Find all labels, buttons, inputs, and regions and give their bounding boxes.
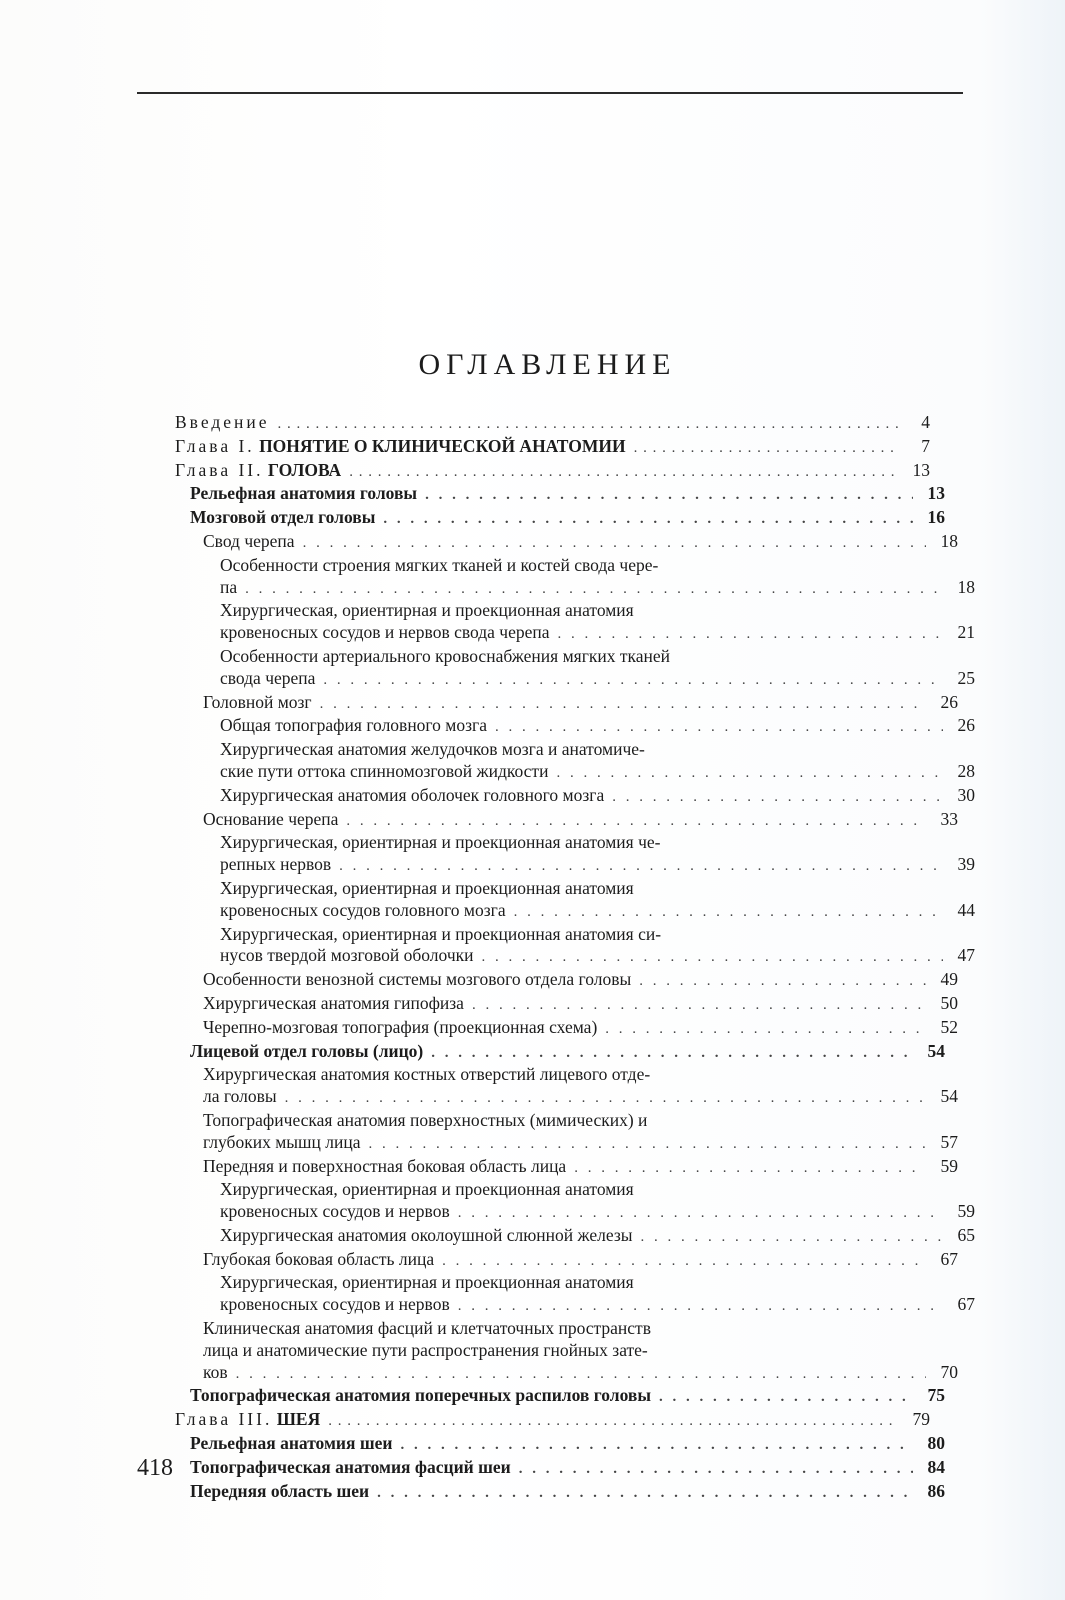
dot-leader bbox=[278, 414, 898, 436]
toc-entry-line bbox=[175, 412, 930, 436]
toc-entry-text-line: Хирургическая, ориентирная и проекционная анатомия bbox=[220, 1179, 634, 1200]
dot-leader bbox=[605, 1019, 926, 1041]
toc-page-number: 26 bbox=[957, 715, 975, 736]
toc-entry-title-text: Топографическая анатомия поперечных распилов головы bbox=[190, 1385, 652, 1406]
toc-entry[interactable] bbox=[175, 1249, 958, 1273]
toc-entry-title bbox=[190, 1481, 377, 1503]
toc-entry-line bbox=[220, 1225, 975, 1249]
dot-leader bbox=[472, 995, 926, 1017]
toc-entry-title bbox=[203, 1086, 285, 1108]
toc-entry-label: Глава II. bbox=[175, 459, 264, 480]
toc-entry-title bbox=[190, 1433, 400, 1455]
toc-entry[interactable] bbox=[175, 969, 958, 993]
toc-entry-line bbox=[175, 460, 930, 484]
toc-page-number: 33 bbox=[940, 808, 958, 829]
toc-entry[interactable] bbox=[175, 832, 975, 878]
toc-page-number: 39 bbox=[957, 854, 975, 875]
toc-entry-title bbox=[203, 969, 639, 991]
toc-entry-title bbox=[203, 993, 472, 1015]
toc-entry-title-text: ские пути оттока спинномозговой жидкости bbox=[220, 760, 549, 781]
toc-entry-line bbox=[175, 436, 930, 460]
toc-page-number: 59 bbox=[957, 1201, 975, 1222]
toc-entry-title bbox=[203, 692, 320, 714]
toc-entry[interactable] bbox=[175, 460, 930, 484]
toc-page-number: 59 bbox=[940, 1155, 958, 1176]
dot-leader bbox=[303, 533, 926, 555]
dot-leader bbox=[425, 485, 913, 507]
toc-entry-line bbox=[203, 692, 958, 716]
toc-entry-text-line: Хирургическая, ориентирная и проекционная анатомия bbox=[220, 877, 634, 898]
toc-entry-line bbox=[190, 483, 945, 507]
toc-entry-title-text: ПОНЯТИЕ О КЛИНИЧЕСКОЙ АНАТОМИИ bbox=[259, 435, 626, 456]
toc-entry[interactable] bbox=[175, 555, 975, 601]
toc-entry-line bbox=[203, 993, 958, 1017]
toc-page-number: 86 bbox=[927, 1480, 945, 1501]
toc-page-number: 65 bbox=[957, 1224, 975, 1245]
toc-entry[interactable] bbox=[175, 531, 958, 555]
toc-entry-line bbox=[203, 1156, 958, 1180]
toc-entry-line bbox=[190, 1041, 945, 1065]
toc-entry-title bbox=[190, 507, 383, 529]
toc-page-number: 67 bbox=[957, 1294, 975, 1315]
toc-entry-text-line: Хирургическая, ориентирная и проекционная анатомия bbox=[220, 1272, 634, 1293]
toc-entry-title-text: кровеносных сосудов головного мозга bbox=[220, 899, 506, 920]
toc-entry-title bbox=[220, 715, 495, 737]
toc-page-number: 28 bbox=[957, 760, 975, 781]
toc-entry[interactable] bbox=[175, 1272, 975, 1318]
toc-page-number: 84 bbox=[927, 1456, 945, 1477]
toc-entry-line bbox=[220, 900, 975, 924]
toc-entry-title bbox=[220, 668, 323, 690]
toc-page-number: 80 bbox=[927, 1433, 945, 1454]
toc-page-number: 44 bbox=[957, 899, 975, 920]
toc-entry-title-text: репных нервов bbox=[220, 854, 332, 875]
toc-entry-line bbox=[203, 1017, 958, 1041]
toc-entry-title-text: Головной мозг bbox=[203, 691, 312, 712]
toc-entry-line bbox=[220, 785, 975, 809]
toc-entry-line bbox=[220, 1294, 975, 1318]
dot-leader bbox=[236, 1364, 926, 1386]
toc-entry-line bbox=[220, 668, 975, 692]
toc-entry-text-line: Хирургическая анатомия желудочков мозга и анатомиче- bbox=[220, 739, 645, 760]
toc-page-number: 26 bbox=[940, 691, 958, 712]
toc-entry-title bbox=[203, 1156, 574, 1178]
toc-entry-title-text: Передняя область шеи bbox=[190, 1480, 370, 1501]
toc-entry-title-text: кровеносных сосудов и нервов bbox=[220, 1201, 450, 1222]
toc-page-number: 70 bbox=[940, 1361, 958, 1382]
toc-page-number: 54 bbox=[940, 1086, 958, 1107]
toc-entry-title-text: Основание черепа bbox=[203, 808, 339, 829]
toc-entry[interactable] bbox=[175, 1457, 945, 1481]
toc-entry-title-text: глубоких мышц лица bbox=[203, 1131, 361, 1152]
dot-leader bbox=[320, 694, 926, 716]
dot-leader bbox=[349, 462, 898, 484]
toc-entry-title-text: Лицевой отдел головы (лицо) bbox=[190, 1040, 424, 1061]
toc-entry-label: Глава III. bbox=[175, 1409, 273, 1430]
toc-entry-title bbox=[175, 436, 634, 458]
toc-entry-title bbox=[190, 1385, 659, 1407]
toc-entry-title-text: свода черепа bbox=[220, 667, 316, 688]
toc-page-number: 50 bbox=[940, 992, 958, 1013]
toc-entry[interactable] bbox=[175, 993, 958, 1017]
toc-entry-title-text: Рельефная анатомия головы bbox=[190, 483, 418, 504]
toc-entry-title bbox=[220, 854, 339, 876]
toc-page-number: 57 bbox=[940, 1131, 958, 1152]
dot-leader bbox=[639, 971, 926, 993]
toc-entry-line bbox=[220, 761, 975, 785]
toc-entry-title-text: кровеносных сосудов и нервов bbox=[220, 1294, 450, 1315]
toc-entry-title bbox=[175, 1409, 328, 1431]
dot-leader bbox=[400, 1435, 913, 1457]
toc-entry[interactable] bbox=[175, 1225, 975, 1249]
dot-leader bbox=[383, 509, 913, 531]
toc-entry-title bbox=[220, 1201, 458, 1223]
toc-entry-title bbox=[175, 460, 349, 482]
toc-entry-title-text: Рельефная анатомия шеи bbox=[190, 1433, 393, 1454]
toc-entry[interactable] bbox=[175, 1041, 945, 1065]
toc-entry[interactable] bbox=[175, 1409, 930, 1433]
toc-entry-line bbox=[190, 1433, 945, 1457]
toc-entry[interactable] bbox=[175, 1064, 958, 1110]
toc-entry[interactable] bbox=[175, 785, 975, 809]
toc-entry-line bbox=[203, 969, 958, 993]
toc-entry-line bbox=[203, 531, 958, 555]
toc-entry-text-line: Особенности артериального кровоснабжения мягких тканей bbox=[220, 645, 671, 666]
dot-leader bbox=[514, 902, 943, 924]
dot-leader bbox=[458, 1296, 943, 1318]
toc-page-number: 49 bbox=[940, 969, 958, 990]
toc-entry-title bbox=[190, 483, 425, 505]
toc-entry[interactable] bbox=[175, 1017, 958, 1041]
toc-entry-label: Глава I. bbox=[175, 435, 255, 456]
toc-entry-line bbox=[220, 945, 975, 969]
toc-entry[interactable] bbox=[175, 1481, 945, 1505]
table-of-contents bbox=[175, 412, 975, 1504]
toc-entry-title bbox=[220, 785, 612, 807]
toc-entry[interactable] bbox=[175, 739, 975, 785]
toc-entry-title-text: Передняя и поверхностная боковая область лица bbox=[203, 1155, 567, 1176]
dot-leader bbox=[482, 947, 944, 969]
toc-entry-line bbox=[220, 577, 975, 601]
dot-leader bbox=[574, 1158, 926, 1180]
dot-leader bbox=[556, 763, 943, 785]
toc-page-number: 79 bbox=[912, 1409, 930, 1430]
dot-leader bbox=[612, 787, 943, 809]
toc-entry-line bbox=[175, 1409, 930, 1433]
toc-entry[interactable] bbox=[175, 809, 958, 833]
toc-entry[interactable] bbox=[175, 692, 958, 716]
toc-entry-title-text: Черепно-мозговая топография (проекционная схема) bbox=[203, 1016, 598, 1037]
toc-entry-title-text: Особенности венозной системы мозгового отдела головы bbox=[203, 969, 632, 990]
toc-entry-title bbox=[190, 1041, 431, 1063]
toc-entry-title bbox=[220, 945, 482, 967]
toc-entry-title-text: ШЕЯ bbox=[276, 1409, 321, 1430]
toc-entry-title-text: кровеносных сосудов и нервов свода черепа bbox=[220, 622, 550, 643]
toc-page-number: 75 bbox=[927, 1385, 945, 1406]
toc-entry[interactable] bbox=[175, 1156, 958, 1180]
toc-page-number: 67 bbox=[940, 1248, 958, 1269]
toc-entry[interactable] bbox=[175, 507, 945, 531]
toc-entry[interactable] bbox=[175, 1385, 945, 1409]
toc-entry-line bbox=[220, 715, 975, 739]
toc-entry-title bbox=[220, 577, 245, 599]
dot-leader bbox=[323, 670, 943, 692]
toc-entry-title bbox=[203, 1249, 442, 1271]
toc-entry[interactable] bbox=[175, 1179, 975, 1225]
toc-entry-title bbox=[203, 531, 303, 553]
toc-entry-line bbox=[203, 1249, 958, 1273]
toc-entry-title-text: ГОЛОВА bbox=[267, 459, 342, 480]
toc-entry-text-line: Хирургическая, ориентирная и проекционная анатомия bbox=[220, 600, 634, 621]
toc-entry-title-text: ков bbox=[203, 1361, 228, 1382]
toc-entry-text-line: Хирургическая, ориентирная и проекционная анатомия си- bbox=[220, 923, 662, 944]
toc-entry-line bbox=[190, 507, 945, 531]
dot-leader bbox=[458, 1203, 943, 1225]
toc-entry-line bbox=[220, 854, 975, 878]
toc-entry-text-line: лица и анатомические пути распространения гнойных зате- bbox=[203, 1339, 648, 1360]
dot-leader bbox=[339, 856, 943, 878]
toc-entry[interactable] bbox=[175, 878, 975, 924]
toc-entry-title-text: Свод черепа bbox=[203, 530, 295, 551]
toc-entry-title bbox=[220, 900, 514, 922]
toc-page-number: 30 bbox=[957, 784, 975, 805]
dot-leader bbox=[377, 1483, 913, 1505]
toc-page-number: 52 bbox=[940, 1016, 958, 1037]
toc-entry[interactable] bbox=[175, 412, 930, 436]
toc-page-number: 13 bbox=[912, 459, 930, 480]
toc-entry-title bbox=[220, 1294, 458, 1316]
toc-page-number: 4 bbox=[921, 412, 930, 432]
toc-entry-title-text: нусов твердой мозговой оболочки bbox=[220, 945, 474, 966]
toc-entry-title bbox=[220, 761, 556, 783]
page-number: 418 bbox=[137, 1455, 173, 1481]
dot-leader bbox=[346, 811, 926, 833]
dot-leader bbox=[659, 1387, 913, 1409]
toc-entry-text-line: Топографическая анатомия поверхностных (мимических) и bbox=[203, 1109, 648, 1130]
toc-entry[interactable] bbox=[175, 600, 975, 646]
dot-leader bbox=[641, 1227, 944, 1249]
toc-entry-title-text: Хирургическая анатомия гипофиза bbox=[203, 992, 464, 1013]
dot-leader bbox=[285, 1088, 926, 1110]
toc-entry-title-text: Хирургическая анатомия околоушной слюнной железы bbox=[220, 1224, 633, 1245]
toc-page-number: 18 bbox=[957, 576, 975, 597]
toc-entry-line bbox=[190, 1457, 945, 1481]
toc-entry-line bbox=[220, 622, 975, 646]
dot-leader bbox=[431, 1043, 913, 1065]
toc-entry-text-line: Хирургическая, ориентирная и проекционная анатомия че- bbox=[220, 832, 661, 853]
toc-entry-title bbox=[220, 1225, 641, 1247]
toc-page-number: 47 bbox=[957, 945, 975, 966]
dot-leader bbox=[634, 438, 898, 460]
top-rule bbox=[137, 92, 963, 94]
dot-leader bbox=[495, 717, 943, 739]
dot-leader bbox=[442, 1251, 926, 1273]
dot-leader bbox=[328, 1411, 898, 1433]
toc-entry-title bbox=[220, 622, 558, 644]
toc-entry-text-line: Клиническая анатомия фасций и клетчаточных пространств bbox=[203, 1318, 651, 1339]
toc-entry[interactable] bbox=[175, 1318, 958, 1385]
toc-page-number: 54 bbox=[927, 1040, 945, 1061]
toc-page-number: 25 bbox=[957, 667, 975, 688]
toc-entry-title-text: Мозговой отдел головы bbox=[190, 507, 376, 528]
dot-leader bbox=[519, 1459, 913, 1481]
toc-entry-line bbox=[190, 1481, 945, 1505]
toc-entry-text-line: Хирургическая анатомия костных отверстий лицевого отде- bbox=[203, 1064, 651, 1085]
dot-leader bbox=[368, 1134, 926, 1156]
toc-entry-line bbox=[220, 1201, 975, 1225]
toc-page-number: 13 bbox=[927, 483, 945, 504]
toc-entry-line bbox=[190, 1385, 945, 1409]
toc-page-number: 21 bbox=[957, 622, 975, 643]
toc-entry-line bbox=[203, 809, 958, 833]
toc-entry-title bbox=[175, 412, 278, 434]
toc-entry-line bbox=[203, 1362, 958, 1386]
toc-entry-title bbox=[190, 1457, 519, 1479]
toc-entry[interactable] bbox=[175, 646, 975, 692]
dot-leader bbox=[245, 579, 943, 601]
toc-entry[interactable] bbox=[175, 436, 930, 460]
toc-entry-title-text: па bbox=[220, 576, 238, 597]
toc-entry-title-text: Общая топография головного мозга bbox=[220, 715, 487, 736]
toc-page-number: 7 bbox=[921, 435, 930, 456]
toc-entry-line bbox=[203, 1132, 958, 1156]
page-title: ОГЛАВЛЕНИЕ bbox=[418, 348, 677, 381]
toc-entry-title bbox=[203, 1017, 605, 1039]
toc-entry[interactable] bbox=[175, 715, 975, 739]
toc-entry-title-text: Хирургическая анатомия оболочек головного мозга bbox=[220, 784, 605, 805]
toc-page-number: 18 bbox=[940, 530, 958, 551]
toc-entry-text-line: Особенности строения мягких тканей и костей свода чере- bbox=[220, 554, 659, 575]
toc-entry[interactable] bbox=[175, 483, 945, 507]
toc-entry[interactable] bbox=[175, 1433, 945, 1457]
toc-entry-line bbox=[203, 1086, 958, 1110]
dot-leader bbox=[558, 624, 943, 646]
toc-entry-title bbox=[203, 1132, 368, 1154]
toc-entry-title bbox=[203, 809, 346, 831]
toc-entry-title-text: ла головы bbox=[203, 1086, 277, 1107]
toc-entry[interactable] bbox=[175, 1110, 958, 1156]
toc-page-number: 16 bbox=[927, 507, 945, 528]
toc-entry-label: Введение bbox=[175, 412, 270, 432]
toc-entry-title-text: Глубокая боковая область лица bbox=[203, 1248, 435, 1269]
toc-entry-title-text: Топографическая анатомия фасций шеи bbox=[190, 1456, 511, 1477]
toc-entry[interactable] bbox=[175, 924, 975, 970]
toc-entry-title bbox=[203, 1362, 236, 1384]
